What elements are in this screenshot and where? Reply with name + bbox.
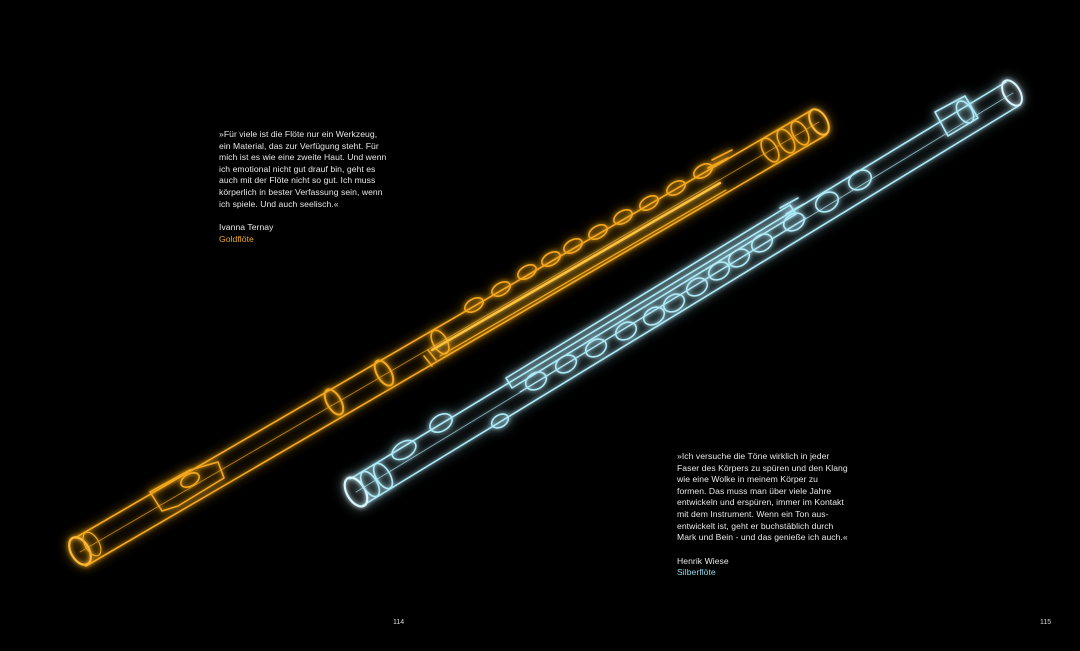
- page-number-left: 114: [393, 619, 405, 626]
- right-quote-instrument: Silberflöte: [677, 567, 716, 578]
- right-quote-text: »Ich versuche die Töne wirklich in jeder Faser des Körpers zu spüren und den Klang wie eine Wolke in meinem Körper zu formen. Das muss man über viele Jahre entwickeln und erspüren, immer im Kontakt mit dem Instrument. Wenn ein Ton aus- entwickelt ist, geht er buchstäblich durch Mark und Bein - und das genieße ich auch.«: [677, 451, 848, 543]
- left-quote-block: [219, 129, 419, 245]
- left-quote-text: »Für viele ist die Flöte nur ein Werkzeug, ein Material, das zur Verfügung steht. Für mich ist es wie eine zweite Haut. Und wenn ich emotional nicht gut drauf bin, geht es auch mit der Flöte nicht so gut. Ich muss körperlich in bester Verfassung sein, wenn ich spiele. Und auch seelisch.«: [219, 129, 387, 209]
- silver-flute: [340, 77, 1026, 510]
- right-quote-block: [677, 451, 877, 579]
- left-quote-instrument: Goldflöte: [219, 233, 254, 244]
- page-number-right: 115: [1040, 619, 1052, 626]
- right-quote-author: Henrik Wiese: [677, 555, 729, 566]
- left-quote-author: Ivanna Ternay: [219, 222, 274, 233]
